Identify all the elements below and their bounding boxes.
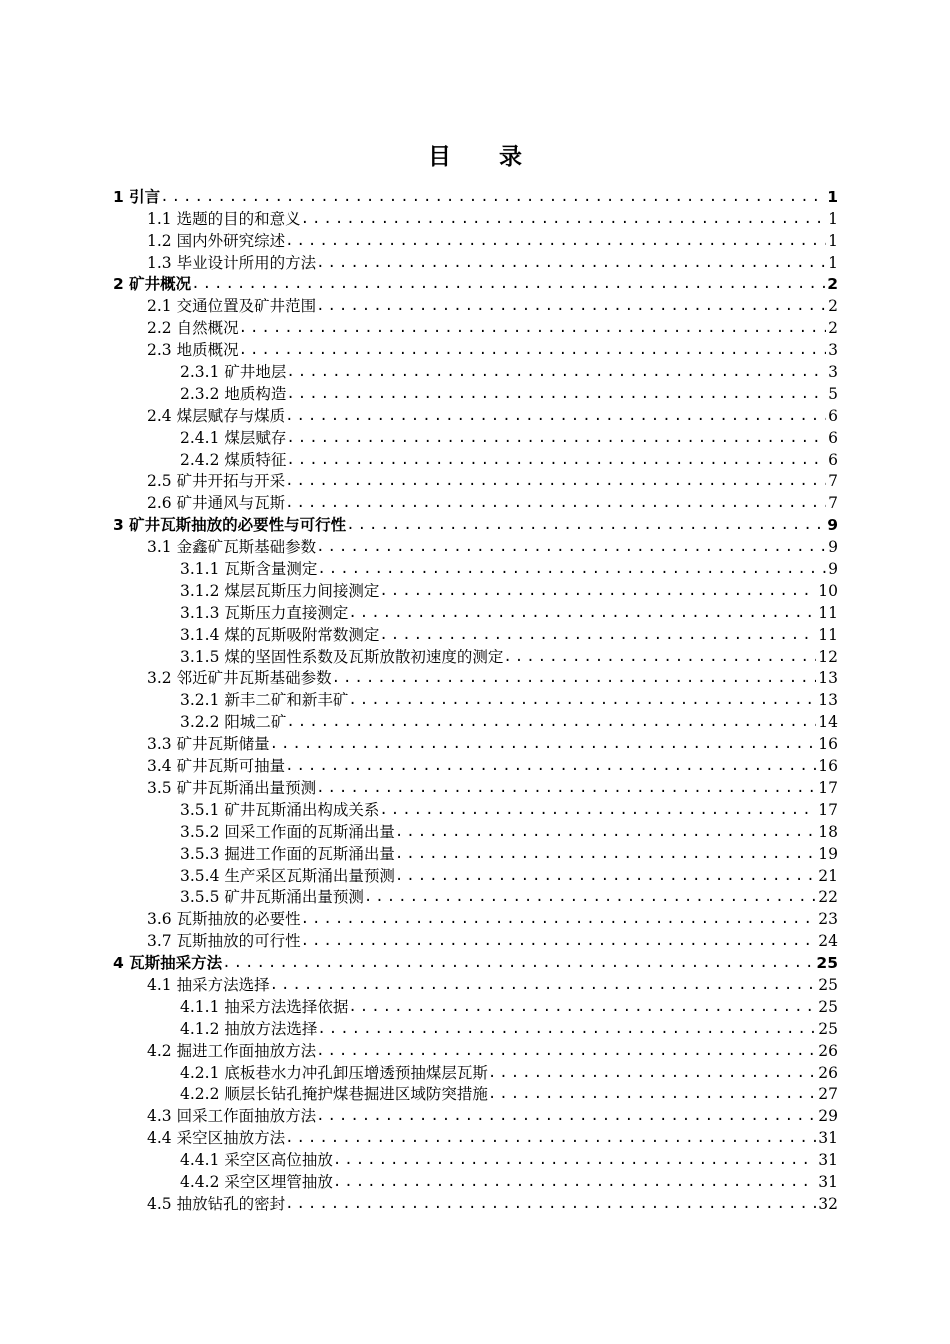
toc-entry-label: 1.2 国内外研究综述 <box>147 231 286 250</box>
toc-entry-page-number: 13 <box>818 669 838 688</box>
toc-dot-leader <box>301 210 827 228</box>
toc-dot-leader <box>270 976 817 994</box>
toc-entry-page-number: 7 <box>828 472 838 491</box>
toc-entry-level-3[interactable] <box>113 1082 838 1104</box>
toc-dot-leader <box>333 1173 816 1191</box>
toc-entry-level-2[interactable] <box>113 337 838 359</box>
toc-entry-label: 2.3 地质概况 <box>147 341 239 360</box>
toc-entry-page-number: 7 <box>828 494 838 513</box>
toc-entry-level-1[interactable] <box>113 184 838 206</box>
toc-entry-label: 4.2.1 底板巷水力冲孔卸压增透预抽煤层瓦斯 <box>180 1063 488 1082</box>
toc-entry-level-1[interactable] <box>113 512 838 534</box>
toc-entry-label: 3.4 矿井瓦斯可抽量 <box>147 757 286 776</box>
toc-entry-label: 1.3 毕业设计所用的方法 <box>147 253 317 272</box>
toc-entry-label: 4 瓦斯抽采方法 <box>113 954 223 973</box>
toc-entry-page-number: 11 <box>818 625 838 644</box>
toc-entry-level-2[interactable] <box>113 928 838 950</box>
toc-entry-level-2[interactable] <box>113 250 838 272</box>
toc-entry-level-2[interactable] <box>113 666 838 688</box>
toc-entry-page-number: 19 <box>818 844 838 863</box>
toc-dot-leader <box>379 582 816 600</box>
toc-entry-level-2[interactable] <box>113 1125 838 1147</box>
toc-entry-label: 4.1 抽采方法选择 <box>147 975 270 994</box>
toc-dot-leader <box>316 254 826 272</box>
toc-dot-leader <box>379 801 816 819</box>
toc-entry-label: 3.1.2 煤层瓦斯压力间接测定 <box>180 581 380 600</box>
toc-entry-level-2[interactable] <box>113 753 838 775</box>
toc-entry-page-number: 17 <box>818 778 838 797</box>
toc-entry-label: 4.4.1 采空区高位抽放 <box>180 1151 333 1170</box>
toc-dot-leader <box>348 998 816 1016</box>
toc-dot-leader <box>346 516 825 534</box>
toc-dot-leader <box>317 1020 816 1038</box>
toc-entry-label: 3.2.2 阳城二矿 <box>180 713 287 732</box>
toc-entry-page-number: 12 <box>818 647 838 666</box>
toc-entry-page-number: 1 <box>827 187 838 206</box>
toc-entry-level-3[interactable] <box>113 600 838 622</box>
toc-entry-level-2[interactable] <box>113 293 838 315</box>
toc-entry-page-number: 13 <box>818 691 838 710</box>
toc-entry-label: 1 引言 <box>113 187 161 206</box>
toc-entry-level-3[interactable] <box>113 709 838 731</box>
toc-dot-leader <box>301 910 817 928</box>
toc-entry-page-number: 22 <box>818 888 838 907</box>
toc-entry-page-number: 27 <box>818 1085 838 1104</box>
toc-entry-level-2[interactable] <box>113 731 838 753</box>
toc-entry-label: 2.4.2 煤质特征 <box>180 450 287 469</box>
toc-entry-level-3[interactable] <box>113 578 838 600</box>
toc-entry-page-number: 16 <box>818 757 838 776</box>
toc-entry-label: 3.1.5 煤的坚固性系数及瓦斯放散初速度的测定 <box>180 647 504 666</box>
toc-entry-level-2[interactable] <box>113 1103 838 1125</box>
toc-dot-leader <box>332 669 817 687</box>
toc-entry-page-number: 31 <box>818 1129 838 1148</box>
toc-entry-label: 3.5.3 掘进工作面的瓦斯涌出量 <box>180 844 395 863</box>
toc-dot-leader <box>285 1195 816 1213</box>
toc-entry-label: 2 矿井概况 <box>113 275 192 294</box>
toc-entry-level-3[interactable] <box>113 622 838 644</box>
toc-entry-label: 2.1 交通位置及矿井范围 <box>147 297 317 316</box>
toc-entry-page-number: 17 <box>818 800 838 819</box>
toc-entry-label: 3.6 瓦斯抽放的必要性 <box>147 910 301 929</box>
toc-entry-page-number: 16 <box>818 735 838 754</box>
toc-dot-leader <box>379 626 816 644</box>
toc-entry-page-number: 6 <box>828 428 838 447</box>
toc-dot-leader <box>286 451 826 469</box>
toc-entry-page-number: 1 <box>828 231 838 250</box>
toc-entry-page-number: 25 <box>818 975 838 994</box>
toc-entry-page-number: 26 <box>818 1041 838 1060</box>
toc-entry-label: 2.2 自然概况 <box>147 319 239 338</box>
toc-entry-page-number: 6 <box>828 450 838 469</box>
toc-dot-leader <box>286 713 816 731</box>
toc-entry-label: 1.1 选题的目的和意义 <box>147 209 301 228</box>
toc-dot-leader <box>285 494 826 512</box>
toc-entry-level-3[interactable] <box>113 1016 838 1038</box>
toc-dot-leader <box>395 845 816 863</box>
toc-entry-page-number: 23 <box>818 910 838 929</box>
toc-entry-level-3[interactable] <box>113 1169 838 1191</box>
toc-entry-page-number: 9 <box>828 538 838 557</box>
toc-entry-page-number: 11 <box>818 603 838 622</box>
toc-entry-label: 2.6 矿井通风与瓦斯 <box>147 494 286 513</box>
toc-entry-page-number: 2 <box>827 275 838 294</box>
toc-entry-level-3[interactable] <box>113 381 838 403</box>
page-title: 目 录 <box>427 144 542 170</box>
toc-dot-leader <box>191 275 825 293</box>
toc-entry-level-3[interactable] <box>113 994 838 1016</box>
toc-entry-level-3[interactable] <box>113 359 838 381</box>
toc-entry-page-number: 3 <box>828 341 838 360</box>
toc-entry-level-3[interactable] <box>113 819 838 841</box>
toc-entry-page-number: 29 <box>818 1107 838 1126</box>
toc-entry-level-3[interactable] <box>113 1060 838 1082</box>
toc-entry-page-number: 31 <box>818 1151 838 1170</box>
toc-entry-label: 3 矿井瓦斯抽放的必要性与可行性 <box>113 516 347 535</box>
toc-entry-level-3[interactable] <box>113 797 838 819</box>
toc-entry-label: 4.1.1 抽采方法选择依据 <box>180 997 349 1016</box>
toc-entry-page-number: 10 <box>818 581 838 600</box>
toc-dot-leader <box>301 932 817 950</box>
toc-entry-page-number: 26 <box>818 1063 838 1082</box>
toc-dot-leader <box>395 823 816 841</box>
toc-entry-label: 4.2.2 顺层长钻孔掩护煤巷掘进区域防突措施 <box>180 1085 488 1104</box>
toc-dot-leader <box>316 297 826 315</box>
toc-dot-leader <box>285 407 826 425</box>
toc-entry-page-number: 9 <box>828 560 838 579</box>
toc-entry-page-number: 32 <box>818 1194 838 1213</box>
toc-entry-page-number: 1 <box>828 209 838 228</box>
toc-entry-label: 3.5.2 回采工作面的瓦斯涌出量 <box>180 822 395 841</box>
toc-dot-leader <box>285 1129 816 1147</box>
toc-entry-label: 3.5 矿井瓦斯涌出量预测 <box>147 778 317 797</box>
toc-entry-level-2[interactable] <box>113 906 838 928</box>
toc-entry-label: 4.4.2 采空区埋管抽放 <box>180 1172 333 1191</box>
toc-dot-leader <box>333 1151 816 1169</box>
toc-entry-label: 3.2.1 新丰二矿和新丰矿 <box>180 691 349 710</box>
toc-dot-leader <box>285 472 826 490</box>
toc-entry-page-number: 2 <box>828 297 838 316</box>
toc-entry-label: 2.3.1 矿井地层 <box>180 363 287 382</box>
toc-entry-label: 4.5 抽放钻孔的密封 <box>147 1194 286 1213</box>
toc-dot-leader <box>317 560 826 578</box>
toc-entry-label: 3.1 金鑫矿瓦斯基础参数 <box>147 538 317 557</box>
toc-entry-label: 4.3 回采工作面抽放方法 <box>147 1107 317 1126</box>
toc-entry-level-2[interactable] <box>113 775 838 797</box>
toc-entry-level-2[interactable] <box>113 315 838 337</box>
toc-entry-page-number: 6 <box>828 406 838 425</box>
toc-entry-level-2[interactable] <box>113 490 838 512</box>
toc-entry-label: 3.1.4 煤的瓦斯吸附常数测定 <box>180 625 380 644</box>
toc-entry-page-number: 14 <box>818 713 838 732</box>
toc-dot-leader <box>160 188 825 206</box>
toc-entry-level-2[interactable] <box>113 469 838 491</box>
toc-dot-leader <box>348 691 816 709</box>
toc-entry-page-number: 1 <box>828 253 838 272</box>
toc-entry-level-2[interactable] <box>113 534 838 556</box>
toc-entry-level-3[interactable] <box>113 1147 838 1169</box>
toc-entry-level-3[interactable] <box>113 425 838 447</box>
toc-entry-label: 4.2 掘进工作面抽放方法 <box>147 1041 317 1060</box>
toc-entry-label: 4.1.2 抽放方法选择 <box>180 1019 318 1038</box>
toc-entry-level-2[interactable] <box>113 228 838 250</box>
toc-dot-leader <box>348 604 816 622</box>
toc-entry-page-number: 25 <box>816 954 838 973</box>
toc-entry-level-3[interactable] <box>113 447 838 469</box>
toc-dot-leader <box>286 429 826 447</box>
toc-dot-leader <box>503 648 816 666</box>
toc-dot-leader <box>364 888 816 906</box>
toc-dot-leader <box>286 363 826 381</box>
toc-dot-leader <box>270 735 817 753</box>
toc-entry-level-2[interactable] <box>113 206 838 228</box>
toc-entry-label: 2.3.2 地质构造 <box>180 384 287 403</box>
toc-entry-label: 3.1.1 瓦斯含量测定 <box>180 560 318 579</box>
toc-entry-level-3[interactable] <box>113 556 838 578</box>
toc-entry-label: 3.2 邻近矿井瓦斯基础参数 <box>147 669 332 688</box>
toc-entry-page-number: 25 <box>818 997 838 1016</box>
toc-entry-label: 2.4.1 煤层赋存 <box>180 428 287 447</box>
toc-dot-leader <box>286 385 826 403</box>
toc-entry-level-1[interactable] <box>113 272 838 294</box>
toc-dot-leader <box>239 319 827 337</box>
toc-entry-label: 3.7 瓦斯抽放的可行性 <box>147 932 301 951</box>
toc-entry-page-number: 31 <box>818 1172 838 1191</box>
toc-entry-level-2[interactable] <box>113 403 838 425</box>
toc-entry-page-number: 24 <box>818 932 838 951</box>
toc-entry-page-number: 2 <box>828 319 838 338</box>
toc-dot-leader <box>316 538 826 556</box>
toc-entry-level-3[interactable] <box>113 841 838 863</box>
toc-entry-level-2[interactable] <box>113 972 838 994</box>
toc-entry-level-2[interactable] <box>113 1038 838 1060</box>
toc-entry-level-3[interactable] <box>113 863 838 885</box>
toc-entry-label: 2.4 煤层赋存与煤质 <box>147 406 286 425</box>
toc-entry-level-1[interactable] <box>113 950 838 972</box>
toc-entry-level-2[interactable] <box>113 1191 838 1213</box>
toc-entry-label: 3.5.4 生产采区瓦斯涌出量预测 <box>180 866 395 885</box>
toc-dot-leader <box>222 954 814 972</box>
toc-dot-leader <box>488 1064 816 1082</box>
toc-dot-leader <box>488 1085 816 1103</box>
toc-entry-page-number: 5 <box>828 384 838 403</box>
toc-entry-page-number: 18 <box>818 822 838 841</box>
toc-entry-label: 3.5.5 矿井瓦斯涌出量预测 <box>180 888 364 907</box>
toc-entry-label: 3.1.3 瓦斯压力直接测定 <box>180 603 349 622</box>
toc-entry-level-3[interactable] <box>113 885 838 907</box>
toc-dot-leader <box>285 757 816 775</box>
toc-dot-leader <box>395 867 816 885</box>
toc-dot-leader <box>316 779 816 797</box>
toc-entry-page-number: 21 <box>818 866 838 885</box>
toc-dot-leader <box>285 232 826 250</box>
toc-dot-leader <box>239 341 827 359</box>
toc-entry-level-3[interactable] <box>113 644 838 666</box>
table-of-contents <box>113 184 838 1213</box>
toc-dot-leader <box>316 1107 816 1125</box>
toc-entry-label: 3.5.1 矿井瓦斯涌出构成关系 <box>180 800 380 819</box>
toc-entry-level-3[interactable] <box>113 687 838 709</box>
toc-dot-leader <box>316 1042 816 1060</box>
toc-entry-label: 2.5 矿井开拓与开采 <box>147 472 286 491</box>
toc-entry-page-number: 9 <box>827 516 838 535</box>
toc-entry-label: 4.4 采空区抽放方法 <box>147 1129 286 1148</box>
toc-entry-page-number: 3 <box>828 363 838 382</box>
toc-entry-page-number: 25 <box>818 1019 838 1038</box>
toc-entry-label: 3.3 矿井瓦斯储量 <box>147 735 270 754</box>
